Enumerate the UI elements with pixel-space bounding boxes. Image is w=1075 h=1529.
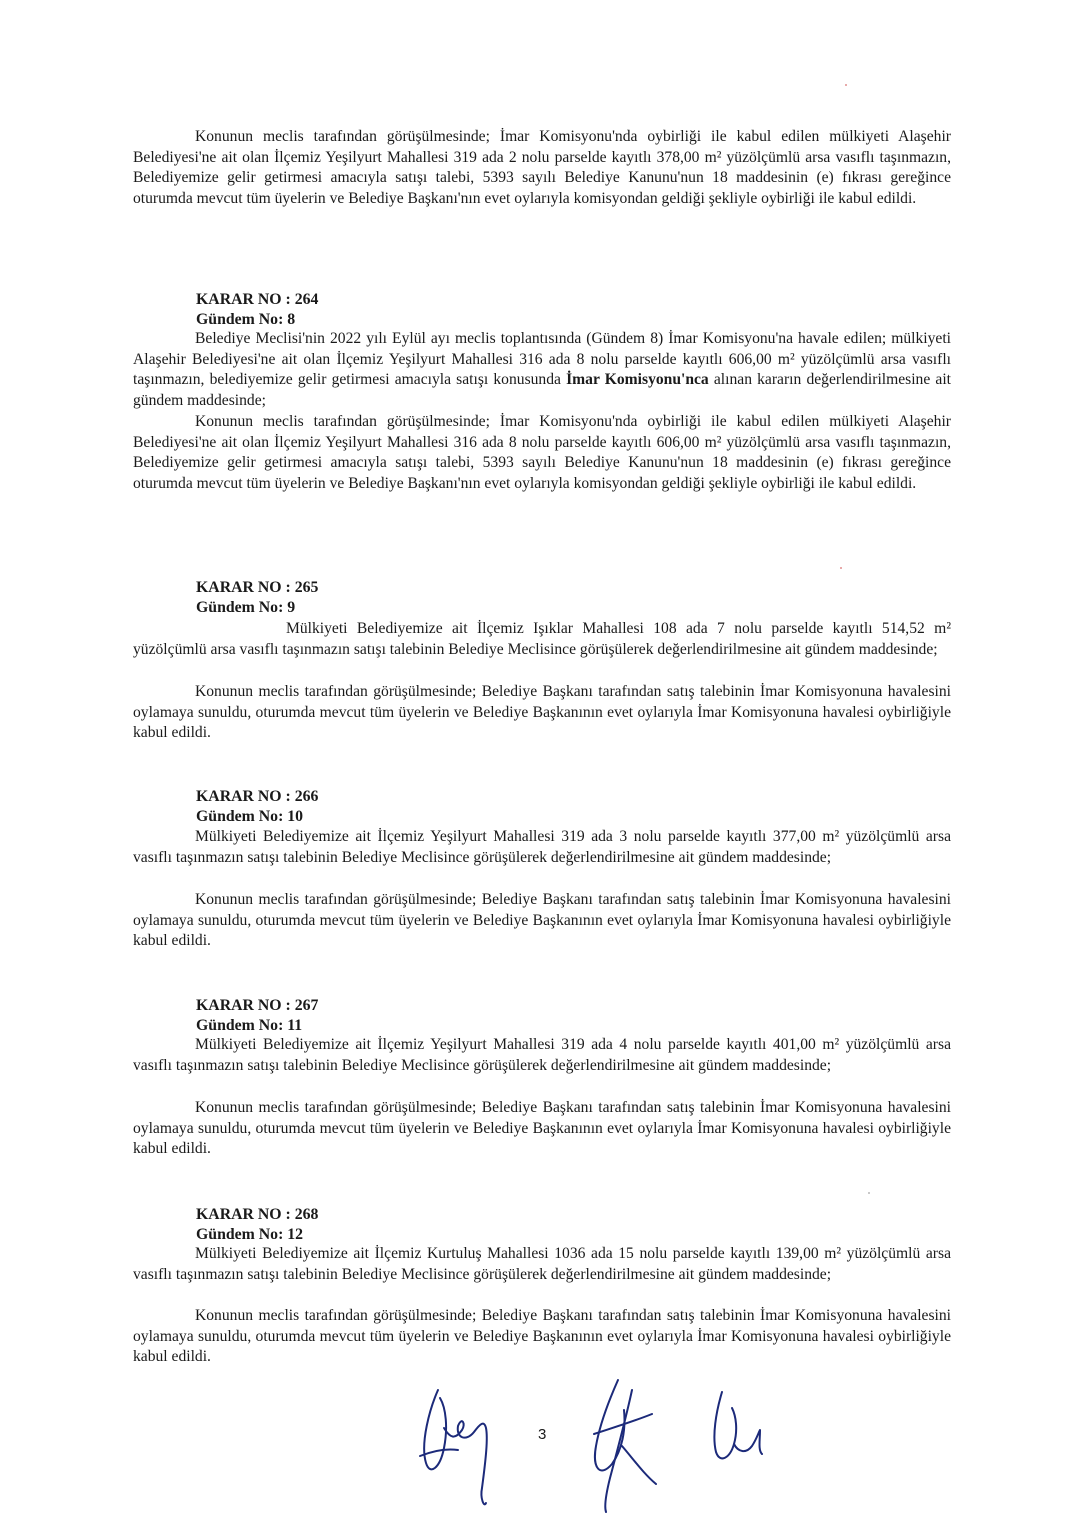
karar-268-result: Konunun meclis tarafından görüşülmesinde; Belediye Başkanı tarafından satış talebinin İmar Komisyonuna havalesini oylamaya sunuldu, oturumda mevcut tüm üyelerin ve Belediye Başkanının evet oylarıyla İmar Komisyonuna havalesi oybirliğiyle kabul edildi. bbox=[133, 1307, 951, 1366]
gundem-8-title: Gündem No: 8 bbox=[196, 311, 296, 328]
karar-265-intro: Mülkiyeti Belediyemize ait İlçemiz Işıklar Mahallesi 108 ada 7 nolu parselde kayıtlı 514,52 m² yüzölçümlü arsa vasıflı taşınmazın satışı talebinin Belediye Meclisince görüşülerek değerlendirilmesine ait gündem maddesinde; bbox=[133, 620, 951, 658]
karar-265-result: Konunun meclis tarafından görüşülmesinde; Belediye Başkanı tarafından satış talebinin İmar Komisyonuna havalesini oylamaya sunuldu, oturumda mevcut tüm üyelerin ve Belediye Başkanının evet oylarıyla İmar Komisyonuna havalesi oybirliğiyle kabul edildi. bbox=[133, 683, 951, 742]
karar-267-result: Konunun meclis tarafından görüşülmesinde; Belediye Başkanı tarafından satış talebinin İmar Komisyonuna havalesini oylamaya sunuldu, oturumda mevcut tüm üyelerin ve Belediye Başkanının evet oylarıyla İmar Komisyonuna havalesi oybirliğiyle kabul edildi. bbox=[133, 1099, 951, 1158]
gundem-9-title: Gündem No: 9 bbox=[196, 599, 296, 616]
karar-264-title: KARAR NO : 264 bbox=[196, 291, 319, 308]
gundem-10-title: Gündem No: 10 bbox=[196, 808, 304, 825]
karar-267-intro: Mülkiyeti Belediyemize ait İlçemiz Yeşilyurt Mahallesi 319 ada 4 nolu parselde kayıtlı 401,00 m² yüzölçümlü arsa vasıflı taşınmazın satışı talebinin Belediye Meclisince görüşülerek değerlendirilmesine ait gündem maddesinde; bbox=[133, 1036, 951, 1074]
scan-speck bbox=[868, 1192, 870, 1194]
scan-speck bbox=[840, 567, 842, 569]
signature-3-icon bbox=[714, 1392, 762, 1458]
karar-264-intro: Belediye Meclisi'nin 2022 yılı Eylül ayı meclis toplantısında (Gündem 8) İmar Komisyonu'na havale edilen; mülkiyeti Alaşehir Belediyesi'ne ait olan İlçemiz Yeşilyurt Mahallesi 316 ada 8 nolu parselde kayıtlı 606,00 m² yüzölçümlü arsa vasıflı taşınmazın, belediyemize gelir getirmesi amacıyla satışı konusunda İmar Komisyonu'nca alınan kararın değerlendirilmesine ait gündem maddesinde; bbox=[133, 330, 952, 409]
imar-komisyonu-bold: İmar Komisyonu'nca bbox=[566, 371, 709, 389]
karar-267-title: KARAR NO : 267 bbox=[196, 997, 319, 1014]
signatures bbox=[400, 1368, 800, 1518]
karar-265-title: KARAR NO : 265 bbox=[196, 579, 319, 596]
scan-speck bbox=[845, 84, 847, 86]
signature-2-icon bbox=[594, 1380, 656, 1512]
opening-paragraph: Konunun meclis tarafından görüşülmesinde; İmar Komisyonu'nda oybirliği ile kabul edilen mülkiyeti Alaşehir Belediyesi'ne ait olan İlçemiz Yeşilyurt Mahallesi 319 ada 2 nolu parselde kayıtlı 378,00 m² yüzölçümlü arsa vasıflı taşınmazın, Belediyemize gelir getirmesi amacıyla satışı talebi, 5393 sayılı Belediye Kanunu'nun 18 maddesinin (e) fıkrası gereğince oturumda mevcut tüm üyelerin ve Belediye Başkanı'nın evet oylarıyla komisyondan geldiği şekliyle oybirliği ile kabul edildi. bbox=[133, 128, 951, 207]
signature-1-icon bbox=[420, 1390, 487, 1504]
karar-266-intro: Mülkiyeti Belediyemize ait İlçemiz Yeşilyurt Mahallesi 319 ada 3 nolu parselde kayıtlı 377,00 m² yüzölçümlü arsa vasıflı taşınmazın satışı talebinin Belediye Meclisince görüşülerek değerlendirilmesine ait gündem maddesinde; bbox=[133, 828, 951, 866]
karar-266-title: KARAR NO : 266 bbox=[196, 788, 319, 805]
gundem-12-title: Gündem No: 12 bbox=[196, 1226, 304, 1243]
gundem-11-title: Gündem No: 11 bbox=[196, 1017, 303, 1034]
page-number: 3 bbox=[538, 1426, 547, 1443]
karar-266-result: Konunun meclis tarafından görüşülmesinde; Belediye Başkanı tarafından satış talebinin İmar Komisyonuna havalesini oylamaya sunuldu, oturumda mevcut tüm üyelerin ve Belediye Başkanının evet oylarıyla İmar Komisyonuna havalesi oybirliğiyle kabul edildi. bbox=[133, 891, 951, 950]
karar-264-result: Konunun meclis tarafından görüşülmesinde; İmar Komisyonu'nda oybirliği ile kabul edilen mülkiyeti Alaşehir Belediyesi'ne ait olan İlçemiz Yeşilyurt Mahallesi 316 ada 8 nolu parselde kayıtlı 606,00 m² yüzölçümlü arsa vasıflı taşınmazın, Belediyemize gelir getirmesi amacıyla satışı talebi, 5393 sayılı Belediye Kanunu'nun 18 maddesinin (e) fıkrası gereğince oturumda mevcut tüm üyelerin ve Belediye Başkanı'nın evet oylarıyla komisyondan geldiği şekliyle oybirliği ile kabul edildi. bbox=[133, 413, 951, 492]
karar-268-title: KARAR NO : 268 bbox=[196, 1206, 319, 1223]
karar-268-intro: Mülkiyeti Belediyemize ait İlçemiz Kurtuluş Mahallesi 1036 ada 15 nolu parselde kayıtlı 139,00 m² yüzölçümlü arsa vasıflı taşınmazın satışı talebinin Belediye Meclisince görüşülerek değerlendirilmesine ait gündem maddesinde; bbox=[133, 1245, 951, 1283]
